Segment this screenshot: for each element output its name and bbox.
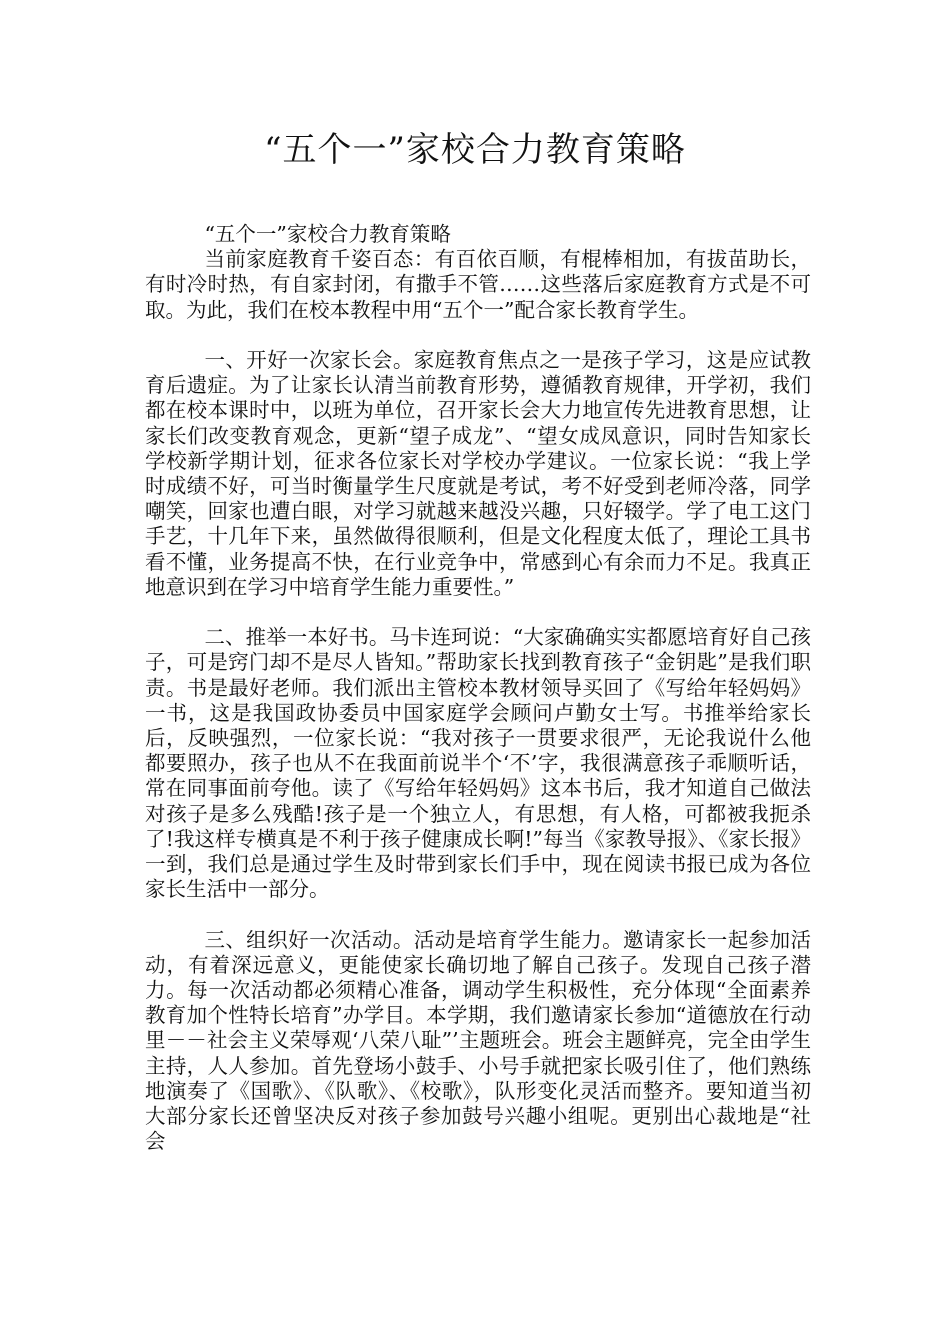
section-one-paragraph: 一、开好一次家长会。家庭教育焦点之一是孩子学习，这是应试教育后遗症。为了让家长认清当前教育形势，遵循教育规律，开学初，我们都在校本课时中，以班为单位，召开家长会大力地宣传先进教育思想，让家长们改变教育观念，更新“望子成龙”、“望女成凤意识，同时告知家长学校新学期计划，征求各位家长对学校办学建议。一位家长说：“我上学时成绩不好，可当时衡量学生尺度就是考试，考不好受到老师冷落，同学嘲笑，回家也遭白眼，对学习就越来越没兴趣，只好辍学。学了电工这门手艺，十几年下来，虽然做得很顺利，但是文化程度太低了，理论工具书看不懂，业务提高不快，在行业竞争中，常感到心有余而力不足。我真正地意识到在学习中培育学生能力重要性。” bbox=[145, 348, 811, 599]
page-title: “五个一”家校合力教育策略 bbox=[264, 130, 686, 170]
section-three-paragraph: 三、组织好一次活动。活动是培育学生能力。邀请家长一起参加活动，有着深远意义，更能使家长确切地了解自己孩子。发现自己孩子潜力。每一次活动都必须精心准备，调动学生积极性，充分体现“全面素养教育加个性特长培育”办学目。本学期，我们邀请家长参加“道德放在行动里－－社会主义荣辱观‘八荣八耻”’主题班会。班会主题鲜亮，完全由学生主持，人人参加。首先登场小鼓手、小号手就把家长吸引住了，他们熟练地演奏了《国歌》、《队歌》、《校歌》，队形变化灵活而整齐。要知道当初大部分家长还曾坚决反对孩子参加鼓号兴趣小组呢。更别出心裁地是“社会 bbox=[145, 927, 811, 1154]
section-two-paragraph: 二、推举一本好书。马卡连珂说：“大家确确实实都愿培育好自己孩子，可是窍门却不是尽人皆知。”帮助家长找到教育孩子“金钥匙”是我们职责。书是最好老师。我们派出主管校本教材领导买回了《写给年轻妈妈》一书，这是我国政协委员中国家庭学会顾问卢勤女士写。书推举给家长后，反映强烈，一位家长说：“我对孩子一贯要求很严，无论我说什么他都要照办，孩子也从不在我面前说半个‘不’字，我很满意孩子乖顺听话，常在同事面前夸他。读了《写给年轻妈妈》这本书后，我才知道自己做法对孩子是多么残酷!孩子是一个独立人，有思想，有人格，可都被我扼杀了!我这样专横真是不利于孩子健康成长啊!”每当《家教导报》、《家长报》一到，我们总是通过学生及时带到家长们手中，现在阅读书报已成为各位家长生活中一部分。 bbox=[145, 625, 811, 902]
subtitle-paragraph: “五个一”家校合力教育策略 bbox=[204, 222, 451, 246]
paragraph-spacer bbox=[145, 902, 811, 927]
paragraph-spacer bbox=[145, 323, 811, 348]
paragraph-spacer bbox=[145, 600, 811, 625]
document-body bbox=[145, 222, 811, 1154]
intro-paragraph: 当前家庭教育千姿百态：有百依百顺，有棍棒相加，有拔苗助长，有时冷时热，有自家封闭，有撒手不管……这些落后家庭教育方式是不可取。为此，我们在校本教程中用“五个一”配合家长教育学生。 bbox=[145, 247, 811, 322]
